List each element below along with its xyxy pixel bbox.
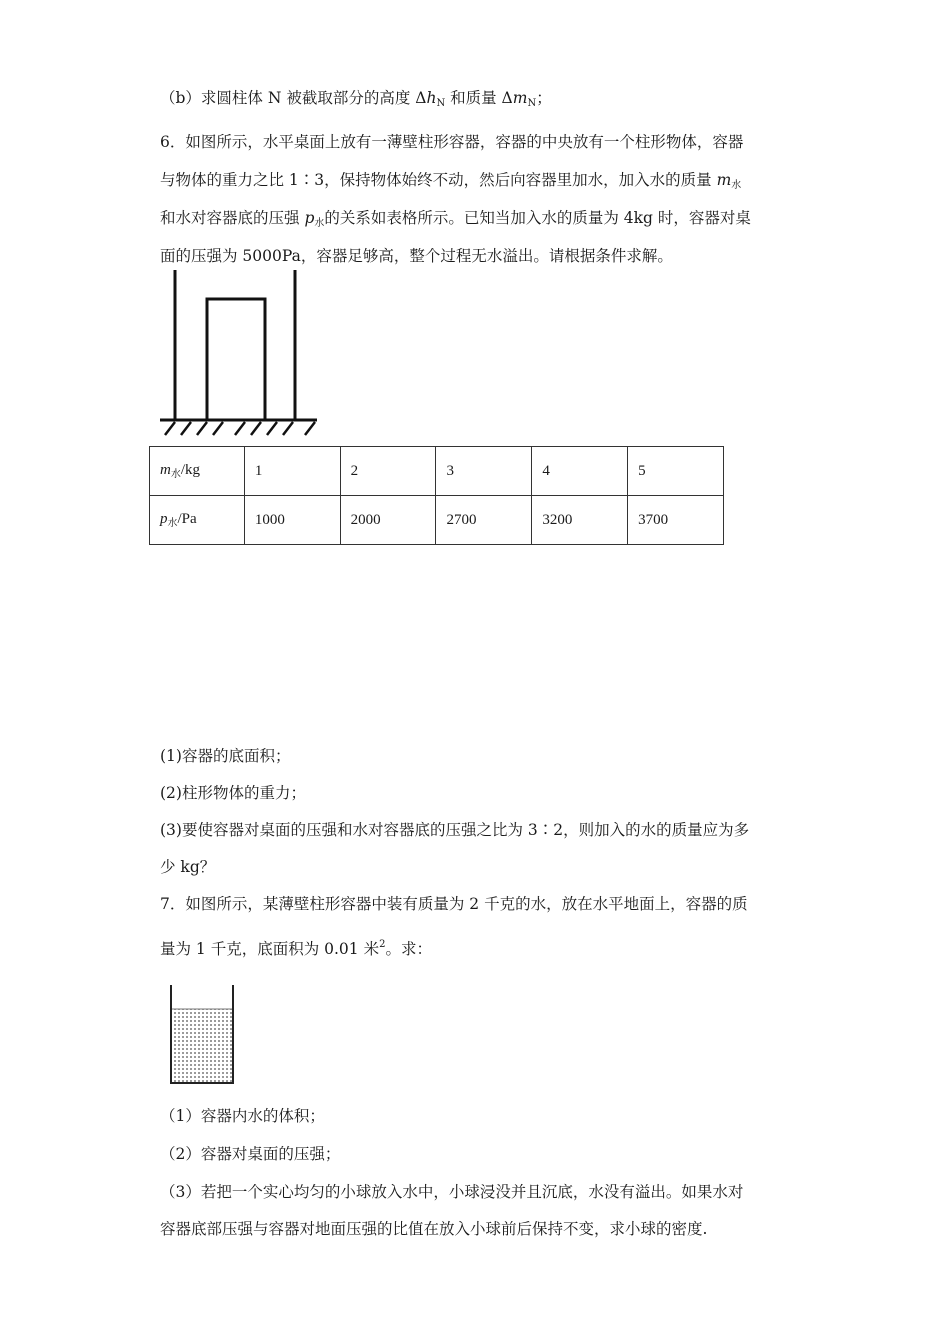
water-container-figure: [165, 983, 240, 1088]
q6-line-2-text: 与物体的重力之比 1∶3，保持物体始终不动，然后向容器里加水，加入水的质量: [160, 171, 717, 189]
table-hatching: [165, 422, 315, 435]
q5b-text-c: ；: [536, 89, 552, 107]
table-cell: 3700: [628, 496, 724, 545]
q6-line-4: 面的压强为 5000Pa，容器足够高，整个过程无水溢出。请根据条件求解。: [160, 247, 673, 265]
q5b-m-symbol: m: [512, 89, 528, 107]
q7-sub-1: （1）容器内水的体积；: [160, 1107, 325, 1125]
mass-var: m: [160, 462, 171, 478]
table-cell: 1: [244, 447, 340, 496]
q5b-text: （b）求圆柱体 N 被截取部分的高度 Δ: [160, 89, 427, 107]
table-cell: 1000: [244, 496, 340, 545]
q5b-text-b: 和质量 Δ: [445, 89, 513, 107]
q6-p-subscript: 水: [314, 218, 325, 229]
q5b-line: [160, 86, 552, 109]
q7-sub-2: （2）容器对桌面的压强；: [160, 1145, 341, 1163]
table-row: [150, 447, 724, 496]
pressure-sub: 水: [167, 518, 178, 529]
table-cell: 2000: [340, 496, 436, 545]
q6-sub-3a: (3)要使容器对桌面的压强和水对容器底的压强之比为 3∶2，则加入的水的质量应为多: [160, 821, 750, 839]
table-cell: 3200: [532, 496, 628, 545]
q7-sub-3a: （3）若把一个实心均匀的小球放入水中，小球浸没并且沉底，水没有溢出。如果水对: [160, 1183, 744, 1201]
q6-m-symbol: m: [716, 171, 732, 189]
pressure-unit: /Pa: [177, 511, 197, 527]
pressure-var: p: [160, 511, 168, 527]
q6-sub-2: (2)柱形物体的重力；: [160, 784, 306, 802]
q7-sub-3b: 容器底部压强与容器对地面压强的比值在放入小球前后保持不变，求小球的密度.: [160, 1220, 708, 1238]
table-cell: 5: [628, 447, 724, 496]
q6-line-3: [160, 206, 751, 229]
q7-line-2: [160, 937, 432, 959]
q6-line-3-text-b: 的关系如表格所示。已知当加入水的质量为 4kg 时，容器对桌: [324, 209, 751, 227]
water-fill: [172, 1009, 232, 1082]
water-pressure-table: [149, 446, 724, 545]
table-cell: 3: [436, 447, 532, 496]
columnar-object: [207, 299, 265, 420]
q6-sub-3b: 少 kg？: [160, 858, 216, 876]
q6-line-2: [160, 168, 741, 191]
table-cell: 2: [340, 447, 436, 496]
table-header-pressure: [150, 496, 245, 545]
table-cell: 2700: [436, 496, 532, 545]
q5b-m-subscript: N: [527, 98, 537, 109]
q7-line-2-text-b: 。求：: [385, 940, 432, 958]
q7-line-2-text: 量为 1 千克，底面积为 0.01 米: [160, 940, 380, 958]
q6-m-subscript: 水: [731, 180, 742, 191]
q6-line-1: 6．如图所示，水平桌面上放有一薄壁柱形容器，容器的中央放有一个柱形物体，容器: [160, 133, 744, 151]
table-cell: 4: [532, 447, 628, 496]
container-object-figure: [155, 270, 325, 440]
q6-line-3-text: 和水对容器底的压强: [160, 209, 305, 227]
q5b-h-symbol: h: [426, 89, 437, 107]
table-row: [150, 496, 724, 545]
table-header-mass: [150, 447, 245, 496]
mass-unit: /kg: [180, 462, 201, 478]
q5b-h-subscript: N: [436, 98, 446, 109]
q7-line-1: 7．如图所示，某薄壁柱形容器中装有质量为 2 千克的水，放在水平地面上，容器的质: [160, 895, 748, 913]
mass-sub: 水: [170, 469, 181, 480]
q7-superscript: 2: [379, 939, 386, 950]
q6-p-symbol: p: [304, 209, 315, 227]
q6-sub-1: (1)容器的底面积；: [160, 747, 291, 765]
